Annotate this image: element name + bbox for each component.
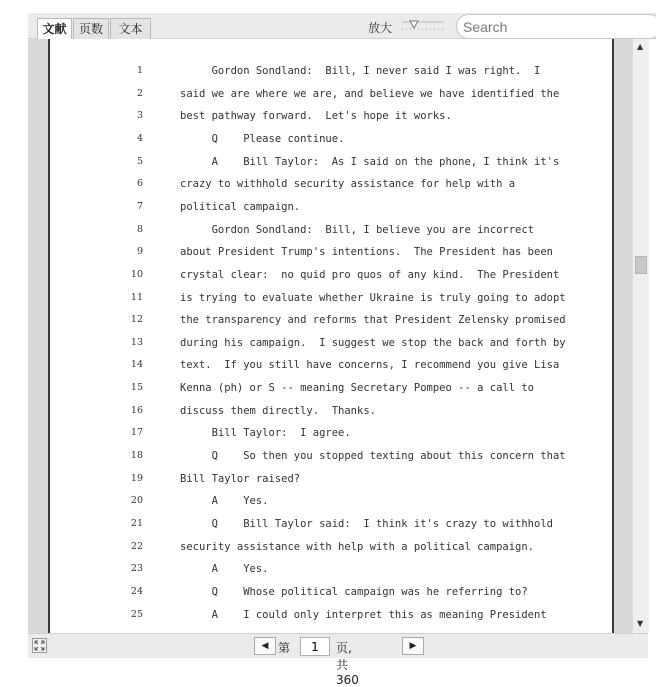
- line-text: said we are where we are, and believe we have identified the: [180, 87, 560, 100]
- transcript-line: [50, 450, 610, 472]
- transcript-line: [50, 224, 610, 246]
- transcript-line: [50, 133, 610, 155]
- line-text: security assistance with help with a political campaign.: [180, 540, 535, 553]
- transcript-line: [50, 292, 610, 314]
- line-text: text. If you still have concerns, I recommend you give Lisa: [180, 359, 560, 372]
- transcript-line: [50, 88, 610, 110]
- line-number: 17: [130, 427, 143, 439]
- transcript-line: [50, 473, 610, 495]
- line-text: Gordon Sondland: Bill, I believe you are incorrect: [180, 223, 535, 236]
- line-number: 12: [130, 314, 143, 326]
- transcript-line: [50, 201, 610, 223]
- line-number: 15: [130, 382, 143, 394]
- transcript-line: [50, 65, 610, 87]
- transcript-line: [50, 541, 610, 563]
- transcript-line: [50, 495, 610, 517]
- line-number: 14: [130, 359, 143, 371]
- vertical-scrollbar[interactable]: [632, 39, 649, 633]
- document-viewer[interactable]: [28, 39, 648, 633]
- line-number: 20: [130, 495, 143, 507]
- scroll-thumb[interactable]: [635, 256, 647, 274]
- line-number: 6: [136, 178, 143, 190]
- transcript-line: [50, 337, 610, 359]
- previous-page-button[interactable]: ◀: [254, 637, 276, 655]
- line-number: 22: [130, 540, 143, 552]
- transcript-line: [50, 518, 610, 540]
- scroll-up-icon[interactable]: ▲: [637, 42, 644, 51]
- document-page: [48, 39, 614, 633]
- line-text: Gordon Sondland: Bill, I never said I was right. I: [180, 65, 541, 77]
- line-number: 11: [130, 291, 143, 303]
- line-text: Q So then you stopped texting about this concern that: [180, 450, 566, 463]
- transcript-line: [50, 609, 610, 631]
- tab-pages[interactable]: 页数: [73, 18, 109, 39]
- line-number: 21: [130, 518, 143, 529]
- line-text: Q Whose political campaign was he referring to?: [180, 585, 528, 598]
- line-number: 2: [136, 87, 143, 99]
- transcript-line: [50, 246, 610, 268]
- transcript-line: [50, 314, 610, 336]
- fullscreen-icon[interactable]: [32, 638, 47, 653]
- line-number: 24: [130, 585, 143, 597]
- line-text: Q Bill Taylor said: I think it's crazy to withhold: [180, 518, 553, 530]
- line-number: 23: [130, 563, 143, 575]
- transcript-line: [50, 563, 610, 585]
- next-page-button[interactable]: ▶: [402, 637, 424, 655]
- zoom-slider[interactable]: [400, 18, 446, 34]
- line-text: A Yes.: [180, 495, 269, 508]
- line-number: 16: [130, 404, 143, 416]
- transcript-line: [50, 382, 610, 404]
- line-number: 4: [136, 132, 143, 144]
- line-number: 3: [136, 110, 143, 122]
- line-text: discuss them directly. Thanks.: [180, 404, 376, 417]
- transcript-line: [50, 405, 610, 427]
- line-text: Bill Taylor: I agree.: [180, 427, 351, 440]
- line-text: the transparency and reforms that President Zelensky promised: [180, 314, 566, 327]
- line-number: 13: [130, 336, 143, 348]
- line-number: 10: [130, 268, 143, 280]
- toolbar: [28, 13, 656, 39]
- line-text: political campaign.: [180, 200, 301, 213]
- scroll-down-icon[interactable]: ▼: [637, 619, 644, 628]
- line-number: 7: [136, 200, 143, 212]
- transcript-line: [50, 156, 610, 178]
- line-text: A I could only interpret this as meaning President: [180, 608, 547, 621]
- line-text: Q Please continue.: [180, 132, 345, 145]
- page-label-before: 第: [278, 641, 291, 655]
- line-text: about President Trump's intentions. The President has been: [180, 246, 553, 259]
- tab-text[interactable]: 文本: [110, 18, 151, 39]
- line-number: 25: [130, 608, 143, 620]
- bottom-bar: [28, 633, 648, 687]
- line-number: 8: [136, 223, 143, 235]
- line-text: A Yes.: [180, 563, 269, 576]
- transcript-line: [50, 586, 610, 608]
- line-number: 1: [136, 65, 143, 76]
- page-number-input[interactable]: [300, 637, 330, 656]
- line-text: Kenna (ph) or S -- meaning Secretary Pompeo -- a call to: [180, 382, 535, 395]
- line-number: 5: [136, 155, 143, 167]
- tab-literature[interactable]: 文献: [37, 18, 72, 40]
- line-text: crazy to withhold security assistance for help with a: [180, 178, 516, 191]
- line-text: crystal clear: no quid pro quos of any kind. The President: [180, 268, 560, 281]
- line-text: A Bill Taylor: As I said on the phone, I think it's: [180, 155, 560, 168]
- search-input[interactable]: [456, 14, 656, 39]
- transcript-line: [50, 110, 610, 132]
- line-text: is trying to evaluate whether Ukraine is truly going to adopt: [180, 291, 566, 304]
- line-number: 18: [130, 450, 143, 462]
- line-text: Bill Taylor raised?: [180, 472, 301, 485]
- line-text: best pathway forward. Let's hope it works.: [180, 110, 452, 123]
- line-text: during his campaign. I suggest we stop the back and forth by: [180, 336, 566, 349]
- transcript-line: [50, 269, 610, 291]
- zoom-label: 放大: [368, 21, 393, 35]
- line-number: 19: [130, 472, 143, 484]
- transcript-line: [50, 178, 610, 200]
- page-total-label: 页, 共 360: [336, 641, 359, 687]
- transcript-line: [50, 359, 610, 381]
- transcript-line: [50, 427, 610, 449]
- line-number: 9: [136, 246, 143, 258]
